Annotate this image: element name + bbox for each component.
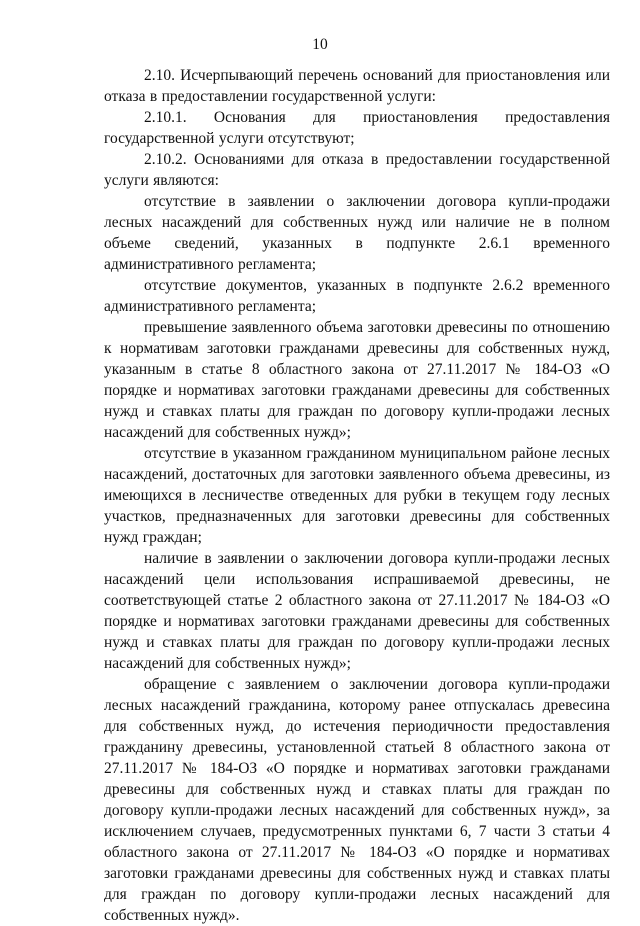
section-2-10-1: 2.10.1. Основания для приостановления предоставления государственной услуги отсутствуют; (104, 109, 610, 147)
refusal-ground-purpose-mismatch: наличие в заявлении о заключении договора купли-продажи лесных насаждений цели использования испрашиваемой древесины, не соответствующей статье 2 областного закона от 27.11.2017 № 184-ОЗ «О порядке и нормативах заготовки гражданами древесины для собственных нужд и ставках платы для граждан по договору купли-продажи лесных насаждений для собственных нужд»; (104, 550, 610, 672)
refusal-ground-periodicity: обращение с заявлением о заключении договора купли-продажи лесных насаждений гражданина, которому ранее отпускалась древесина для собственных нужд, до истечения периодичности предоставления гражданину древесины, установленной статьей 8 областного закона от 27.11.2017 № 184-ОЗ «О порядке и нормативах заготовки гражданами древесины для собственных нужд и ставках платы для граждан по договору купли-продажи лесных насаждений для собственных нужд», за исключением случаев, предусмотренных пунктами 6, 7 части 3 статьи 4 областного закона от 27.11.2017 № 184-ОЗ «О порядке и нормативах заготовки гражданами древесины для собственных нужд и ставках платы для граждан по договору купли-продажи лесных насаждений для собственных нужд». (104, 676, 610, 924)
document-body (104, 65, 610, 926)
refusal-ground-no-plantations: отсутствие в указанном гражданином муниципальном районе лесных насаждений, достаточных для заготовки заявленного объема древесины, из имеющихся в лесничестве отведенных для рубки в текущем году лесных участков, предназначенных для заготовки древесины для собственных нужд граждан; (104, 445, 610, 546)
page-number: 10 (312, 36, 328, 53)
refusal-ground-volume-exceeded: превышение заявленного объема заготовки древесины по отношению к нормативам заготовки гражданами древесины для собственных нужд, указанным в статье 8 областного закона от 27.11.2017 № 184-ОЗ «О порядке и нормативах заготовки гражданами древесины для собственных нужд и ставках платы для граждан по договору купли-продажи лесных насаждений для собственных нужд»; (104, 319, 610, 441)
section-2-10-2: 2.10.2. Основаниями для отказа в предоставлении государственной услуги являются: (104, 151, 610, 189)
section-2-10-heading: 2.10. Исчерпывающий перечень оснований для приостановления или отказа в предоставлении государственной услуги: (104, 67, 610, 105)
refusal-ground-missing-documents: отсутствие документов, указанных в подпункте 2.6.2 временного административного регламента; (104, 277, 610, 315)
refusal-ground-missing-info: отсутствие в заявлении о заключении договора купли-продажи лесных насаждений для собственных нужд или наличие не в полном объеме сведений, указанных в подпункте 2.6.1 временного административного регламента; (104, 193, 610, 273)
